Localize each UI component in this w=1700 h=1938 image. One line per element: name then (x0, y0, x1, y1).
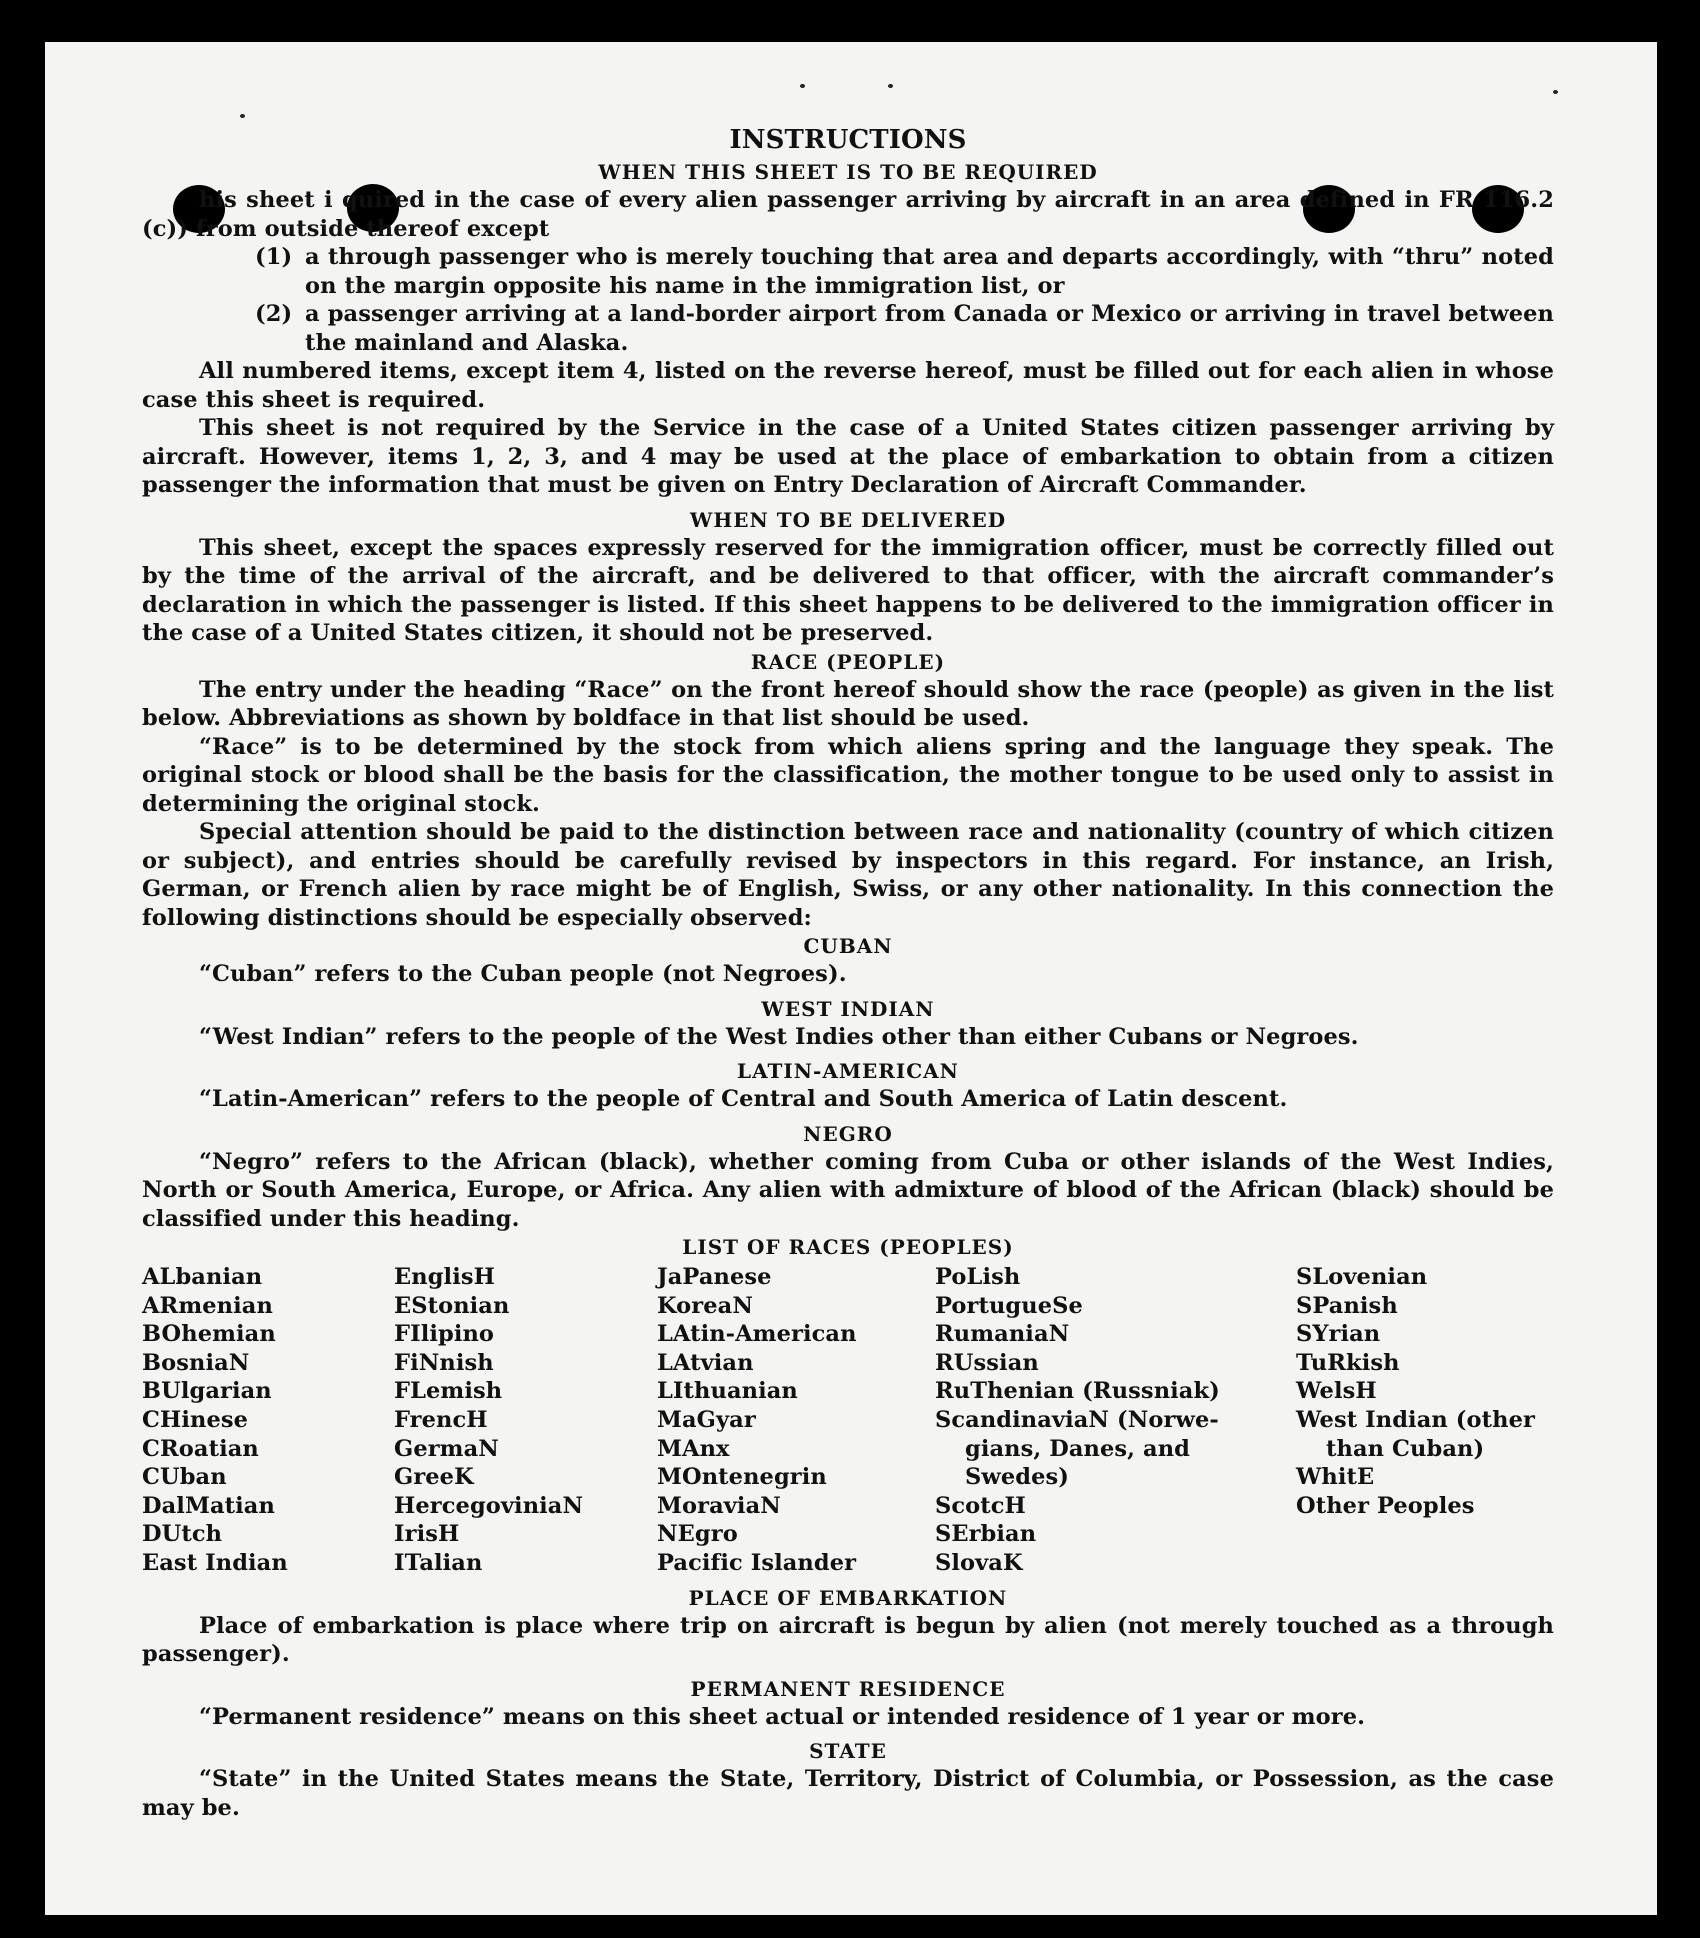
race-item: ARmenian (142, 1292, 273, 1319)
numbered-item (255, 243, 1554, 300)
heading-state: STATE (809, 1739, 887, 1764)
race-item: EnglisH (394, 1264, 495, 1290)
numbered-item (255, 300, 1554, 357)
race-item: ScotcH (935, 1492, 1026, 1519)
race-item: FLemish (394, 1378, 503, 1405)
para-race-3: Special attention should be paid to the distinction between race and nationality (country of which citizen or subject), and entries should be carefully revised by inspectors in this regard. For instance, an Irish, German, or French alien by race might be of English, Swiss, or any other nationality. In this connection the following distinctions should be especially observed: (142, 819, 1554, 931)
speck (888, 84, 893, 88)
race-item: FiNnish (394, 1349, 494, 1376)
race-item: WhitE (1296, 1464, 1375, 1491)
race-item: LAtin-American (657, 1321, 857, 1348)
race-item: LIthuanian (657, 1378, 798, 1405)
item-text: a through passenger who is merely touching that area and departs accordingly, with “thru” noted on the margin opposite his name in the immigration list, or (305, 244, 1554, 299)
para-negro: “Negro” refers to the African (black), whether coming from Cuba or other islands of the West Indies, North or South America, Europe, or Africa. Any alien with admixture of blood of the African (black) should be classified under this heading. (142, 1148, 1554, 1232)
heading-west-indian: WEST INDIAN (761, 996, 935, 1021)
heading-place-of-embarkation: PLACE OF EMBARKATION (688, 1585, 1008, 1610)
heading-race: RACE (PEOPLE) (750, 649, 946, 674)
heading-latin-american: LATIN-AMERICAN (737, 1059, 959, 1083)
race-item: FIlipino (394, 1321, 495, 1348)
speck (1553, 90, 1558, 94)
race-item-continued: than Cuban) (1326, 1435, 1485, 1462)
race-item: HercegoviniaN (394, 1492, 584, 1519)
race-item: WelsH (1296, 1378, 1377, 1405)
race-item: SErbian (935, 1521, 1037, 1548)
race-item: KoreaN (657, 1292, 753, 1319)
race-item: Other Peoples (1296, 1492, 1475, 1519)
race-item: TuRkish (1296, 1349, 1400, 1376)
race-item: PortugueSe (935, 1292, 1083, 1319)
race-item: PoLish (935, 1264, 1021, 1290)
race-item: EStonian (394, 1292, 510, 1319)
speck (240, 114, 245, 118)
para-state: “State” in the United States means the State, Territory, District of Columbia, or Possession, as the case may be. (142, 1766, 1554, 1821)
race-item: NEgro (657, 1521, 738, 1548)
race-item: FrencH (394, 1406, 488, 1433)
para-citizen: This sheet is not required by the Service in the case of a United States citizen passenger arriving by aircraft. However, items 1, 2, 3, and 4 may be used at the place of embarkation to obtain from a citizen passenger the information that must be given on Entry Declaration of Aircraft Commander. (142, 415, 1554, 498)
race-item: RumaniaN (935, 1321, 1070, 1348)
heading-permanent-residence: PERMANENT RESIDENCE (690, 1676, 1006, 1701)
speck (800, 84, 805, 88)
race-column (657, 1263, 935, 1578)
heading-list-of-races: LIST OF RACES (PEOPLES) (682, 1235, 1014, 1259)
race-item: CUban (142, 1464, 227, 1491)
para-latin-american: “Latin-American” refers to the people of Central and South America of Latin descent. (199, 1086, 1288, 1112)
race-item-continued: Swedes) (965, 1464, 1069, 1491)
race-list (142, 1263, 1554, 1578)
race-item: ScandinaviaN (Norwe- (935, 1406, 1219, 1433)
heading-when-delivered: WHEN TO BE DELIVERED (689, 507, 1007, 532)
race-item: DUtch (142, 1521, 223, 1548)
race-item: GermaN (394, 1435, 499, 1462)
heading-negro: NEGRO (803, 1121, 893, 1146)
race-item: West Indian (other (1296, 1406, 1535, 1433)
race-item: CHinese (142, 1406, 249, 1433)
race-column (142, 1263, 394, 1578)
para-race-1: The entry under the heading “Race” on the front hereof should show the race (people) as given in the list below. Abbreviations as shown by boldface in that list should be used. (142, 676, 1554, 731)
page-title: INSTRUCTIONS (729, 125, 967, 155)
race-item: SYrian (1296, 1321, 1381, 1348)
item-text: a passenger arriving at a land-border airport from Canada or Mexico or arriving in travel between the mainland and Alaska. (305, 301, 1554, 356)
race-item: SlovaK (935, 1549, 1023, 1576)
para-place-of-embarkation: Place of embarkation is place where trip on aircraft is begun by alien (not merely touched as a through passenger). (142, 1612, 1554, 1668)
race-item: GreeK (394, 1464, 474, 1491)
para-west-indian: “West Indian” refers to the people of the West Indies other than either Cubans or Negroes. (199, 1023, 1359, 1050)
race-item: RuThenian (Russniak) (935, 1378, 1220, 1405)
para-when-delivered: This sheet, except the spaces expressly reserved for the immigration officer, must be correctly filled out by the time of the arrival of the aircraft, and be delivered to that officer, with the aircraft commander’s declaration in which the passenger is listed. If this sheet happens to be delivered to the immigration officer in the case of a United States citizen, it should not be preserved. (142, 534, 1554, 646)
race-item: SLovenian (1296, 1264, 1428, 1290)
race-column (935, 1263, 1296, 1578)
race-item: MOntenegrin (657, 1464, 827, 1491)
para-cuban: “Cuban” refers to the Cuban people (not Negroes). (199, 961, 847, 987)
para-when-required-intro: his sheet i quired in the case of every alien passenger arriving by aircraft in an area defined in FR 116.2 (c)) from outside thereof except (142, 187, 1554, 242)
race-item: BOhemian (142, 1321, 276, 1348)
race-item: RUssian (935, 1349, 1039, 1376)
heading-cuban: CUBAN (803, 934, 893, 958)
race-item: ITalian (394, 1549, 483, 1576)
race-item: ALbanian (142, 1264, 263, 1290)
heading-when-required: WHEN THIS SHEET IS TO BE REQUIRED (598, 160, 1098, 184)
race-item-continued: gians, Danes, and (965, 1435, 1191, 1462)
race-item: JaPanese (657, 1264, 772, 1290)
race-item: IrisH (394, 1521, 460, 1548)
race-item: BUlgarian (142, 1378, 272, 1405)
race-item: LAtvian (657, 1349, 754, 1376)
race-column (394, 1263, 657, 1578)
instructions-content (142, 124, 1554, 1822)
race-item: SPanish (1296, 1292, 1398, 1319)
para-numbered-items: All numbered items, except item 4, listed on the reverse hereof, must be filled out for each alien in whose case this sheet is required. (142, 358, 1554, 413)
race-item: DalMatian (142, 1492, 275, 1519)
race-item: MoraviaN (657, 1492, 781, 1519)
race-item: MaGyar (657, 1406, 756, 1433)
race-item: BosniaN (142, 1349, 250, 1376)
document-page (45, 42, 1657, 1915)
race-item: East Indian (142, 1549, 288, 1576)
race-item: Pacific Islander (657, 1549, 857, 1576)
para-race-2: “Race” is to be determined by the stock from which aliens spring and the language they speak. The original stock or blood shall be the basis for the classification, the mother tongue to be used only to assist in determining the original stock. (142, 733, 1554, 817)
item-number: (2) (255, 301, 293, 327)
race-item: CRoatian (142, 1435, 259, 1462)
race-column (1296, 1263, 1554, 1578)
para-permanent-residence: “Permanent residence” means on this sheet actual or intended residence of 1 year or more. (199, 1703, 1366, 1730)
item-number: (1) (255, 244, 293, 270)
race-item: MAnx (657, 1435, 730, 1462)
